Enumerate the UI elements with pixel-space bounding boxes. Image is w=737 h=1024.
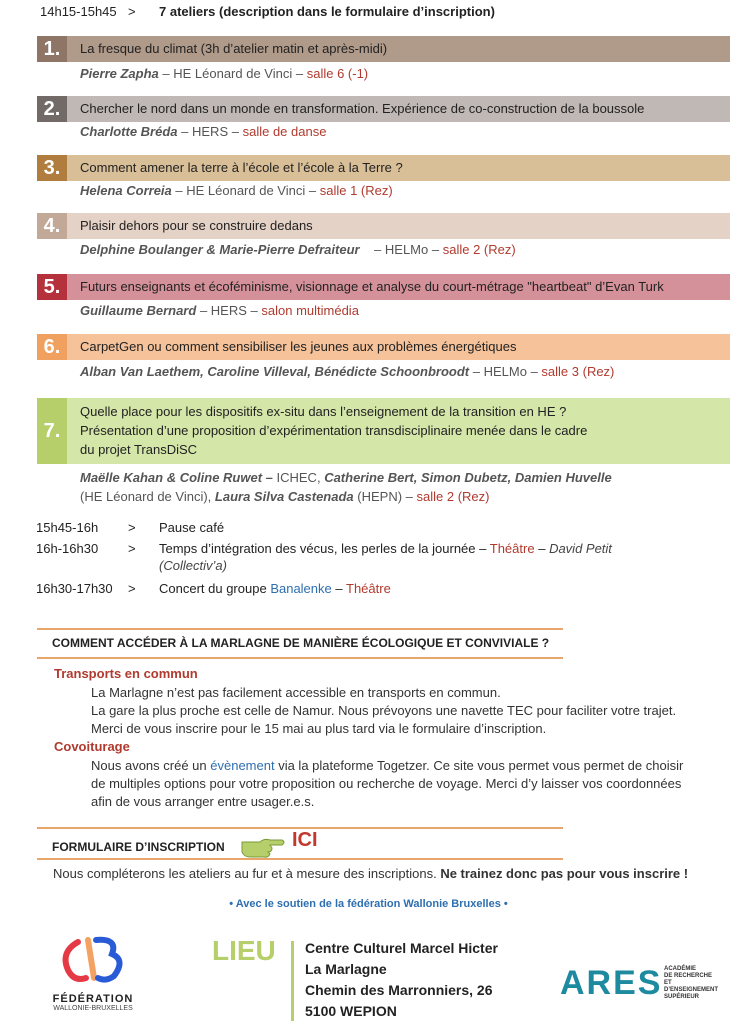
workshop-4-room: salle 2 (Rez) [442, 242, 516, 257]
workshop-1-bar [37, 36, 730, 62]
federation-subtitle: WALLONIE-BRUXELLES [53, 1005, 133, 1012]
schedule-band-link[interactable]: Banalenke [270, 581, 332, 596]
schedule-sep: – [538, 541, 546, 556]
workshop-7-title [80, 402, 587, 459]
workshop-2-institution: HERS [192, 124, 229, 139]
workshop-1-presenters: Pierre Zapha [80, 66, 159, 81]
schedule-person: David Petit [549, 541, 612, 556]
ares-subtitle-line: DE RECHERCHE ET [664, 973, 713, 986]
workshop-5-institution: HERS [210, 303, 247, 318]
carpool-text [91, 757, 711, 811]
workshop-5-number: 5. [37, 274, 67, 300]
workshop-2-room: salle de danse [242, 124, 327, 139]
workshop-6-details: Alban Van Laethem, Caroline Villeval, Bénédicte Schoonbroodt – HELMo – salle 3 (Rez) [80, 364, 615, 379]
workshop-2-bar [37, 96, 730, 122]
workshop-2-number: 2. [37, 96, 67, 122]
transport-line: Merci de vous inscrire pour le 15 mai au plus tard via le formulaire d’inscription. [91, 721, 547, 736]
workshop-7-room: salle 2 (Rez) [416, 489, 490, 504]
address-line: La Marlagne [305, 961, 387, 977]
workshop-2-presenters: Charlotte Bréda [80, 124, 178, 139]
registration-note-bold: Ne trainez donc pas pour vous inscrire ! [440, 866, 689, 881]
carpool-text-pre: Nous avons créé un [91, 758, 207, 773]
workshop-6-number: 6. [37, 334, 67, 360]
schedule-desc: Temps d’intégration des vécus, les perles de la journée [159, 541, 476, 556]
pointing-hand-icon [240, 832, 286, 860]
workshop-7-details-line-1 [80, 468, 612, 487]
schedule-desc: Pause café [159, 520, 225, 535]
schedule-time: 16h30-17h30 [36, 581, 113, 596]
registration-title: FORMULAIRE D’INSCRIPTION [52, 840, 225, 854]
address-line: Centre Culturel Marcel Hicter [305, 940, 498, 956]
workshop-4-bar [37, 213, 730, 239]
schedule-desc: Concert du groupe [159, 581, 267, 596]
transport-line: La Marlagne n’est pas facilement accessible en transports en commun. [91, 685, 501, 700]
schedule-sep: – [479, 541, 487, 556]
workshop-4-title: Plaisir dehors pour se construire dedans [80, 218, 313, 233]
workshop-1-title: La fresque du climat (3h d’atelier matin et après-midi) [80, 41, 388, 56]
workshop-3-presenters: Helena Correia [80, 183, 172, 198]
divider [37, 657, 563, 659]
carpool-event-link[interactable]: évènement [210, 758, 275, 773]
workshop-2-title: Chercher le nord dans un monde en transformation. Expérience de co-construction de la boussole [80, 101, 645, 116]
workshop-7-title-line: du projet TransDiSC [80, 442, 198, 457]
workshop-1-details: Pierre Zapha – HE Léonard de Vinci – salle 6 (-1) [80, 66, 369, 81]
workshop-7-institution: (HEPN) – [357, 489, 413, 504]
workshop-6-title: CarpetGen ou comment sensibiliser les jeunes aux problèmes énergétiques [80, 339, 517, 354]
workshop-7-presenters: Laura Silva Castenada [214, 489, 354, 504]
carpool-heading: Covoiturage [54, 739, 130, 754]
workshop-5-details: Guillaume Bernard – HERS – salon multimédia [80, 303, 359, 318]
federation-name: FÉDÉRATION [52, 993, 134, 1005]
workshop-7-presenters: Catherine Bert, Simon Dubetz, Damien Huvelle [324, 470, 612, 485]
schedule-sep: – [335, 581, 343, 596]
schedule-arrow: > [128, 541, 136, 556]
registration-note-text: Nous compléterons les ateliers au fur et à mesure des inscriptions. [53, 866, 437, 881]
access-title: COMMENT ACCÉDER À LA MARLAGNE DE MANIÈRE ÉCOLOGIQUE ET CONVIVIALE ? [52, 636, 550, 650]
workshop-7-number: 7. [37, 398, 67, 464]
workshop-3-title: Comment amener la terre à l’école et l’école à la Terre ? [80, 160, 403, 175]
workshop-7-bar [37, 398, 730, 464]
registration-link[interactable]: ICI [292, 829, 318, 851]
lieu-label: LIEU [212, 935, 276, 966]
workshop-3-bar [37, 155, 730, 181]
workshop-3-room: salle 1 (Rez) [319, 183, 393, 198]
address-line: Chemin des Marronniers, 26 [305, 982, 493, 998]
workshop-5-presenters: Guillaume Bernard [80, 303, 197, 318]
ares-subtitle-line: ACADÉMIE [664, 966, 697, 972]
transport-line: La gare la plus proche est celle de Namur. Nous prévoyons une navette TEC pour faciliter votre trajet. [91, 703, 677, 718]
workshop-4-number: 4. [37, 213, 67, 239]
divider [37, 858, 563, 860]
support-line: • Avec le soutien de la fédération Wallonie Bruxelles • [229, 898, 508, 910]
lieu-divider [291, 941, 294, 1021]
federation-logo-icon [48, 934, 138, 990]
carpool-text-post: via la plateforme Togetzer. Ce site vous permet vous permet de choisir [278, 758, 684, 773]
workshop-6-institution: HELMo [483, 364, 527, 379]
workshop-5-bar [37, 274, 730, 300]
workshop-6-bar [37, 334, 730, 360]
schedule-desc-integration [159, 540, 719, 574]
ares-name: ARES [560, 964, 663, 1002]
transport-text [91, 684, 711, 738]
workshop-3-institution: HE Léonard de Vinci [186, 183, 306, 198]
workshop-1-room: salle 6 (-1) [306, 66, 369, 81]
schedule-place: Théâtre [346, 581, 391, 596]
schedule-time: 15h45-16h [36, 520, 99, 535]
transport-heading: Transports en commun [54, 666, 198, 681]
ares-subtitle-line: SUPÉRIEUR [664, 994, 700, 1000]
registration-note [53, 866, 688, 881]
workshop-2-details: Charlotte Bréda – HERS – salle de danse [80, 124, 327, 139]
address-line: 5100 WEPION [305, 1003, 397, 1019]
workshop-6-presenters: Alban Van Laethem, Caroline Villeval, Bénédicte Schoonbroodt [80, 364, 470, 379]
ares-subtitle-line: D’ENSEIGNEMENT [664, 987, 719, 993]
schedule-desc-concert [159, 580, 719, 597]
schedule-arrow: > [128, 581, 136, 596]
ares-logo [560, 962, 720, 1012]
ares-subtitle [664, 966, 720, 1001]
workshop-6-room: salle 3 (Rez) [541, 364, 615, 379]
workshop-3-number: 3. [37, 155, 67, 181]
carpool-line: afin de vous arranger entre usager.e.s. [91, 794, 315, 809]
workshop-5-title: Futurs enseignants et écoféminisme, visionnage et analyse du court-métrage "heartbeat" d’Evan Turk [80, 279, 664, 294]
workshop-1-number: 1. [37, 36, 67, 62]
workshop-7-title-line: Présentation d’une proposition d’expérimentation transdisciplinaire menée dans le cadre [80, 423, 588, 438]
workshop-5-room: salon multimédia [261, 303, 359, 318]
schedule-time: 16h-16h30 [36, 541, 99, 556]
workshop-4-presenters: Delphine Boulanger & Marie-Pierre Defraiteur [80, 242, 360, 257]
workshop-4-details: Delphine Boulanger & Marie-Pierre Defraiteur – HELMo – salle 2 (Rez) [80, 242, 516, 257]
workshop-3-details: Helena Correia – HE Léonard de Vinci – salle 1 (Rez) [80, 183, 393, 198]
workshop-7-institution: ICHEC, [276, 470, 321, 485]
header-arrow: > [128, 4, 136, 19]
workshop-4-institution: HELMo [384, 242, 429, 257]
header-title: 7 ateliers (description dans le formulaire d’inscription) [159, 4, 495, 19]
workshop-1-institution: HE Léonard de Vinci [173, 66, 293, 81]
address-block [305, 938, 498, 1022]
divider [37, 628, 563, 630]
schedule-person-org: (Collectiv’a) [159, 558, 227, 573]
schedule-arrow: > [128, 520, 136, 535]
workshop-7-presenters: Maëlle Kahan & Coline Ruwet – [80, 470, 273, 485]
schedule-place: Théâtre [489, 541, 535, 556]
workshop-7-institution: (HE Léonard de Vinci), [80, 489, 212, 504]
header-time: 14h15-15h45 [40, 4, 117, 19]
workshop-7-details-line-2 [80, 487, 489, 506]
federation-logo [48, 934, 138, 1019]
carpool-line: de multiples options pour votre proposition ou recherche de voyage. Merci d’y laisser vos coordonnées [91, 776, 682, 791]
workshop-7-title-line: Quelle place pour les dispositifs ex-situ dans l’enseignement de la transition en HE ? [80, 404, 567, 419]
